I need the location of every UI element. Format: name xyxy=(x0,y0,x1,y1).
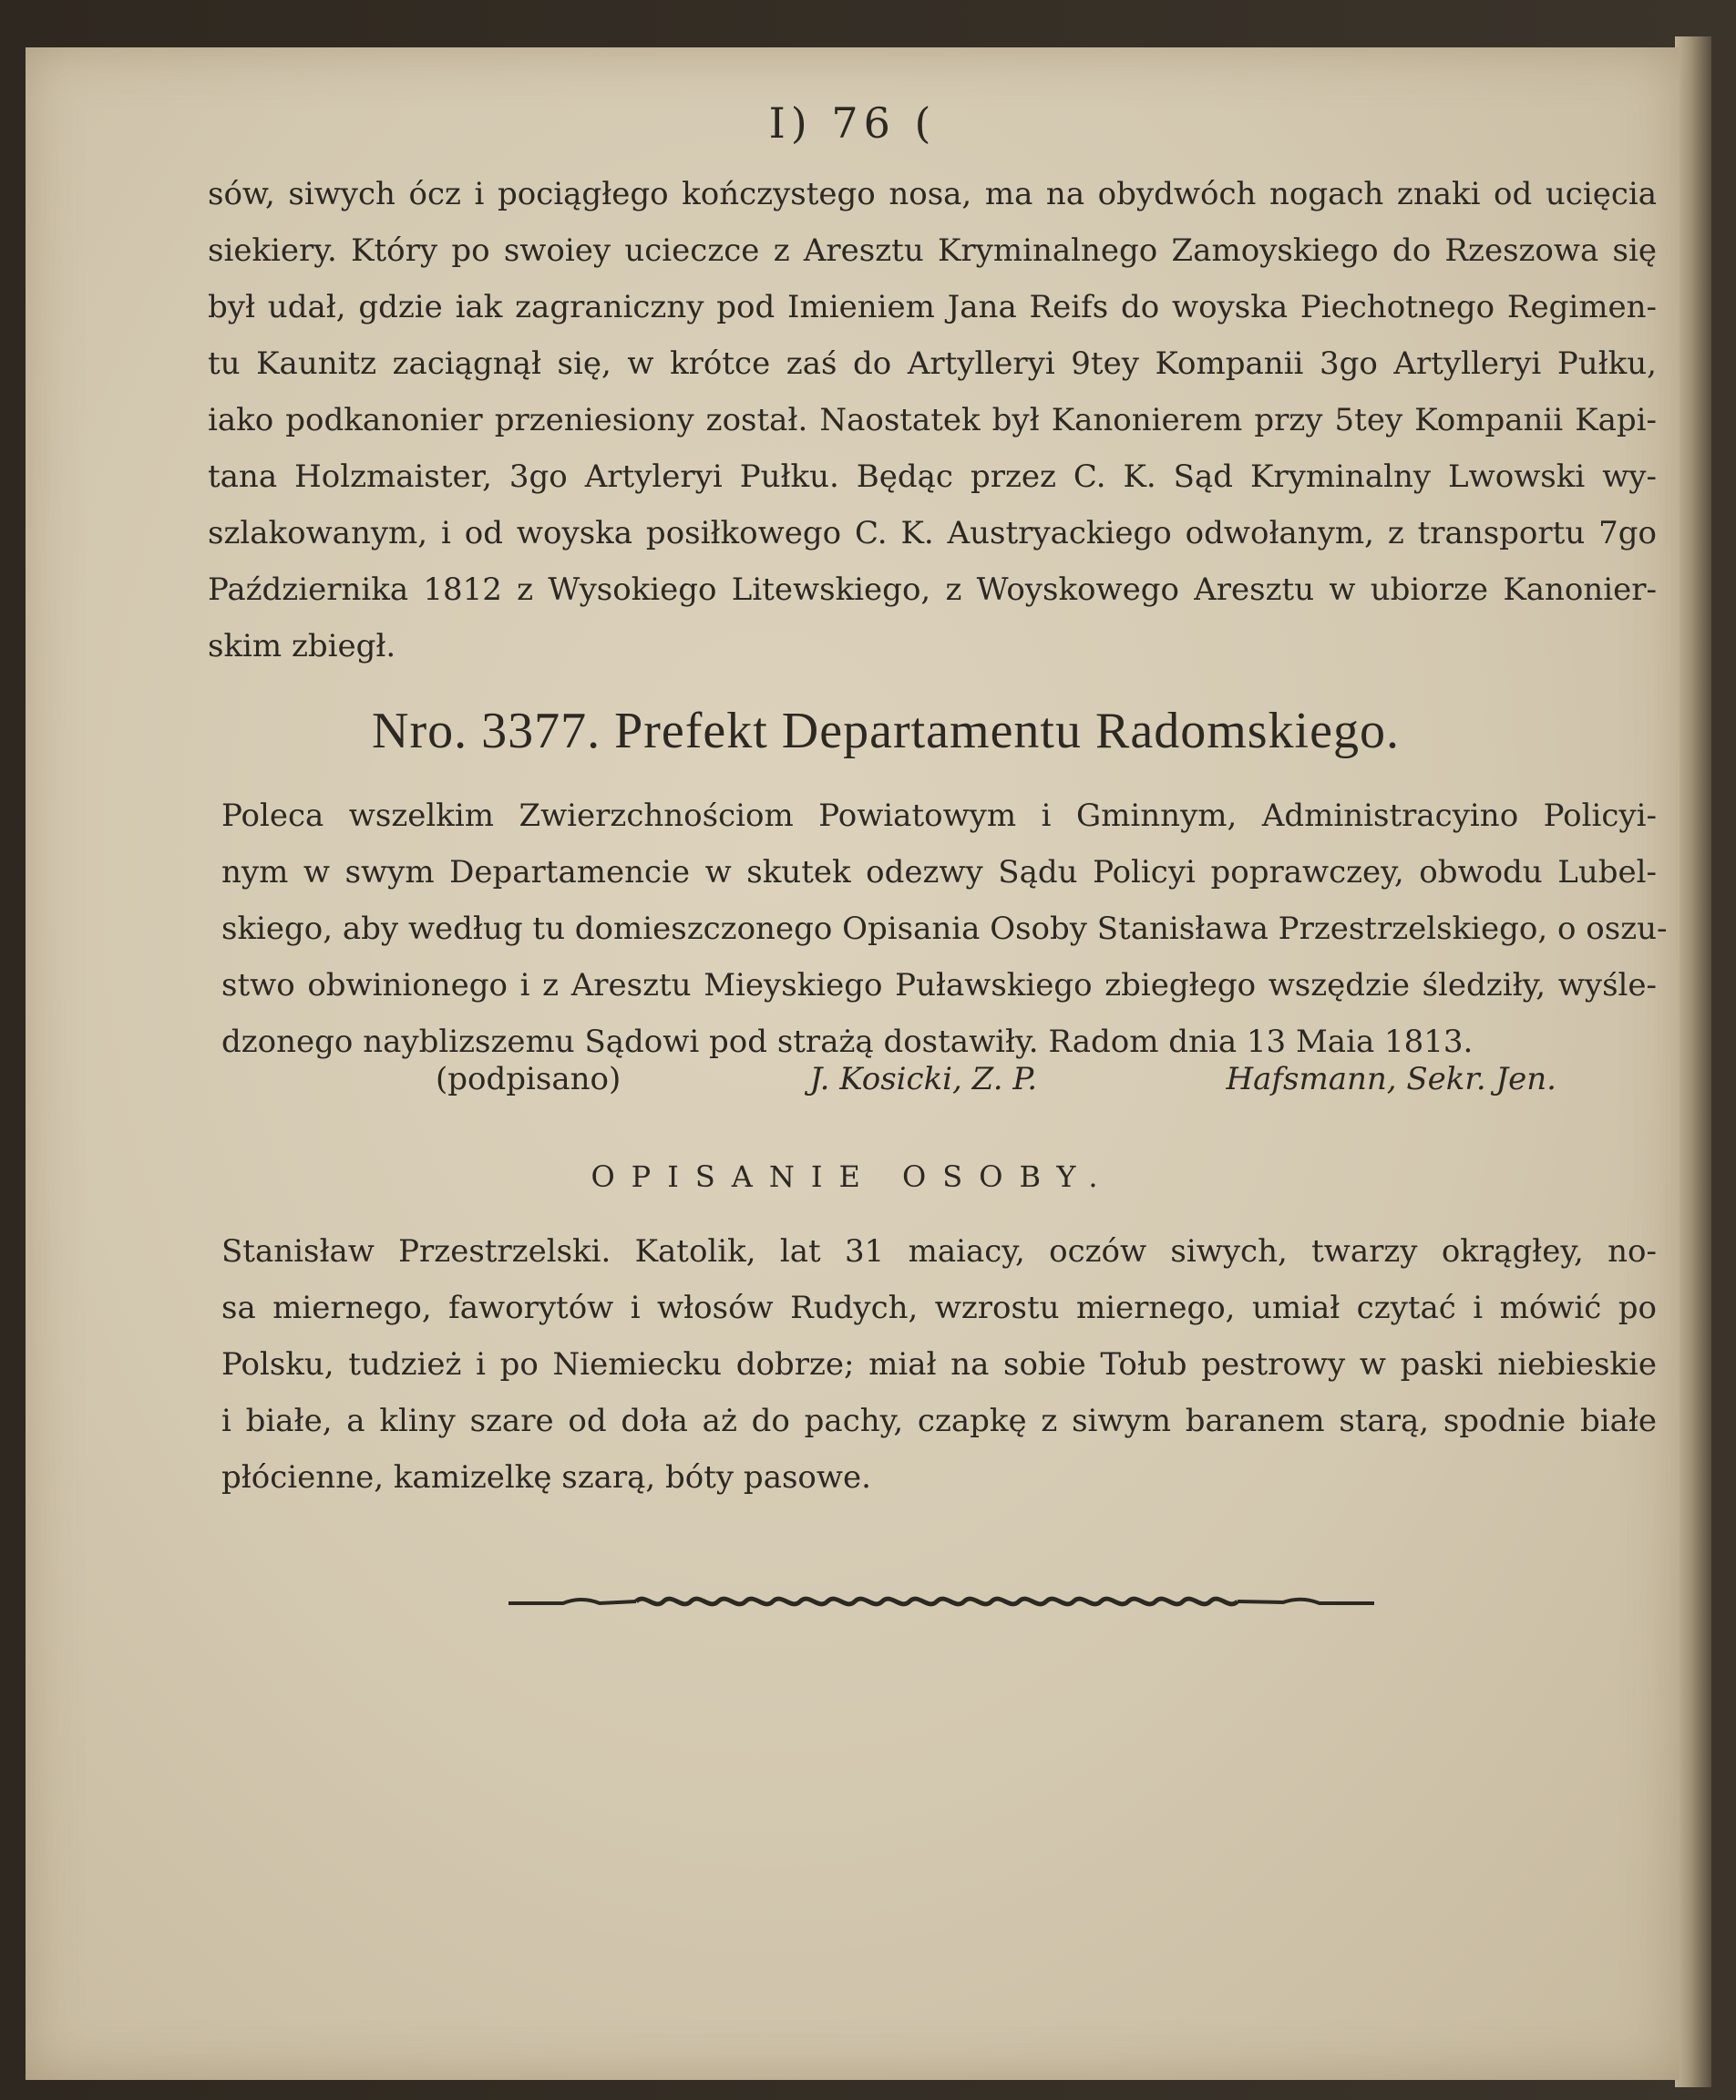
paragraph-1 xyxy=(208,166,1657,674)
signature-line xyxy=(436,1061,1556,1097)
text-line: skiego, aby według tu domieszczonego Opisania Osoby Stanisława Przestrzelskiego, o oszu- xyxy=(221,911,1668,947)
text-line: Polsku, tudzież i po Niemiecku dobrze; miał na sobie Tołub pestrowy w paski niebieskie xyxy=(221,1346,1657,1383)
text-line: skim zbiegł. xyxy=(208,628,396,664)
text-line: siekiery. Który po swoiey ucieczce z Aresztu Kryminalnego Zamoyskiego do Rzeszowa się xyxy=(208,232,1657,269)
ornament-divider xyxy=(508,1583,1374,1620)
text-line: Października 1812 z Wysokiego Litewskiego, z Woyskowego Aresztu w ubiorze Kanonier- xyxy=(208,571,1657,608)
page-number: I) 76 ( xyxy=(768,98,937,148)
text-line: Stanisław Przestrzelski. Katolik, lat 31 maiacy, oczów siwych, twarzy okrągłey, no- xyxy=(221,1233,1657,1270)
text-line: płócienne, kamizelkę szarą, bóty pasowe. xyxy=(221,1459,871,1496)
text-line: nym w swym Departamencie w skutek odezwy Sądu Policyi poprawczey, obwodu Lubel- xyxy=(221,854,1657,890)
signer-secretary: Hafsmann, Sekr. Jen. xyxy=(1226,1061,1556,1097)
text-line: Poleca wszelkim Zwierzchnościom Powiatowym i Gminnym, Administracyino Policyi- xyxy=(221,798,1657,834)
section-title: OPISANIE OSOBY. xyxy=(591,1159,1115,1194)
text-line: szlakowanym, i od woyska posiłkowego C. K. Austryackiego odwołanym, z transportu 7go xyxy=(208,515,1657,551)
page-edge xyxy=(1675,36,1711,2087)
signer-prefect: J. Kosicki, Z. P. xyxy=(809,1061,1038,1097)
section-heading: Nro. 3377. Prefekt Departamentu Radomskiego. xyxy=(372,703,1400,759)
text-line: był udał, gdzie iak zagraniczny pod Imieniem Jana Reifs do woyska Piechotnego Regimen- xyxy=(208,289,1657,325)
text-line: tu Kaunitz zaciągnął się, w krótce zaś do Artylleryi 9tey Kompanii 3go Artylleryi Pułku, xyxy=(208,345,1657,382)
text-line: iako podkanonier przeniesiony został. Naostatek był Kanonierem przy 5tey Kompanii Kapi- xyxy=(208,402,1657,438)
signature-label: (podpisano) xyxy=(436,1061,621,1097)
text-line: stwo obwinionego i z Aresztu Mieyskiego Puławskiego zbiegłego wszędzie śledziły, wyśle- xyxy=(221,967,1657,1004)
text-line: i białe, a kliny szare od doła aż do pachy, czapkę z siwym baranem starą, spodnie białe xyxy=(221,1403,1657,1439)
document-page xyxy=(26,47,1680,2080)
text-line: sów, siwych ócz i pociągłego kończystego nosa, ma na obydwóch nogach znaki od ucięcia xyxy=(208,176,1657,212)
text-line: dzonego nayblizszemu Sądowi pod strażą dostawiły. Radom dnia 13 Maia 1813. xyxy=(221,1024,1474,1060)
paragraph-2 xyxy=(221,788,1668,1070)
paragraph-3 xyxy=(221,1223,1657,1506)
text-line: tana Holzmaister, 3go Artyleryi Pułku. Będąc przez C. K. Sąd Kryminalny Lwowski wy- xyxy=(208,458,1657,495)
text-line: sa miernego, faworytów i włosów Rudych, wzrostu miernego, umiał czytać i mówić po xyxy=(221,1290,1657,1326)
